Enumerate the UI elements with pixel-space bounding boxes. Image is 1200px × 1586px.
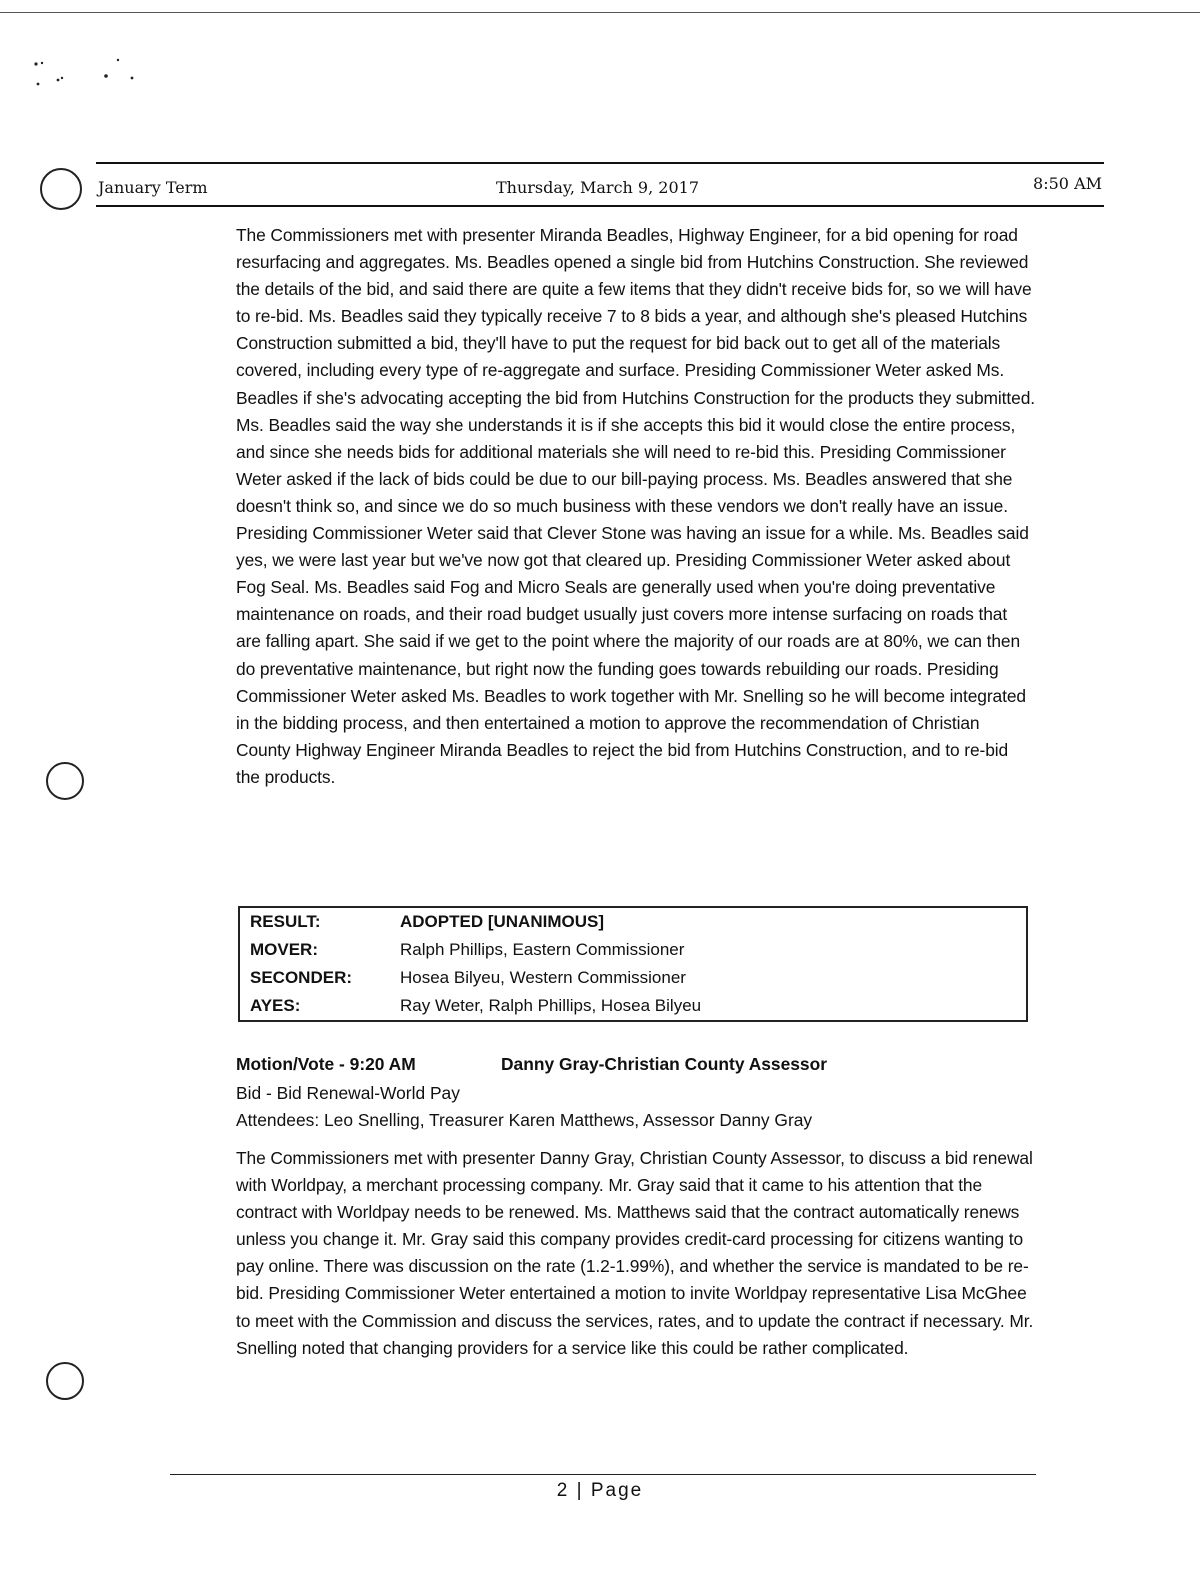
page-word: Page — [590, 1480, 644, 1501]
binder-hole-icon — [46, 762, 84, 800]
term-label: January Term — [98, 178, 208, 197]
page-footer — [0, 1480, 1200, 1502]
page-separator: | — [576, 1480, 584, 1501]
page-number: 2 — [556, 1480, 570, 1501]
motion-presenter: Danny Gray-Christian County Assessor — [501, 1054, 827, 1074]
mover-value: Ralph Phillips, Eastern Commissioner — [400, 940, 685, 959]
meeting-date: Thursday, March 9, 2017 — [496, 178, 699, 197]
seconder-label: SECONDER: — [250, 968, 353, 987]
motion-time: Motion/Vote - 9:20 AM — [236, 1054, 416, 1074]
ayes-value: Ray Weter, Ralph Phillips, Hosea Bilyeu — [400, 996, 702, 1015]
seconder-value: Hosea Bilyeu, Western Commissioner — [400, 968, 686, 987]
footer-rule — [170, 1474, 1036, 1475]
page-header — [98, 174, 1102, 200]
result-label: RESULT: — [250, 912, 321, 931]
scan-speck-marks — [28, 50, 148, 100]
header-bottom-rule — [96, 205, 1104, 207]
ayes-label: AYES: — [250, 996, 301, 1015]
result-value: ADOPTED [UNANIMOUS] — [400, 912, 604, 931]
minutes-paragraph-road-bid: The Commissioners met with presenter Miranda Beadles, Highway Engineer, for a bid opening for road resurfacing and aggregates. Ms. Beadles opened a single bid from Hutchins Construction. She reviewed the details of the bid, and said there are quite a few items that they didn't receive bids for, so we will have to re-bid. Ms. Beadles said they typically receive 7 to 8 bids a year, and although she's pleased Hutchins Construction submitted a bid, they'll have to put the request for bid back out to get all of the materials covered, including every type of re-aggregate and surface. Presiding Commissioner Weter asked Ms. Beadles if she's advocating accepting the bid from Hutchins Construction for the products they submitted. Ms. Beadles said the way she understands it is if she accepts this bid it would close the entire process, and since she needs bids for additional materials she will need to re-bid this. Presiding Commissioner Weter asked if the lack of bids could be due to our bill-paying process. Ms. Beadles answered that she doesn't think so, and since we do so much business with these vendors we don't really have an issue. Presiding Commissioner Weter said that Clever Stone was having an issue for a while. Ms. Beadles said yes, we were last year but we've now got that cleared up. Presiding Commissioner Weter asked about Fog Seal. Ms. Beadles said Fog and Micro Seals are generally used when you're doing preventative maintenance on roads, and their road budget usually just covers more intense surfacing on roads that are falling apart. She said if we get to the point where the majority of our roads are at 80%, we can then do preventative maintenance, but right now the funding goes towards rebuilding our roads. Presiding Commissioner Weter asked Ms. Beadles to work together with Mr. Snelling so he will become integrated in the bidding process, and then entertained a motion to approve the recommendation of Christian County Highway Engineer Miranda Beadles to reject the bid from Hutchins Construction, and to re-bid the products. — [236, 225, 1036, 787]
binder-hole-icon — [46, 1362, 84, 1400]
vote-result-table — [238, 906, 1028, 1022]
bid-line: Bid - Bid Renewal-World Pay — [236, 1083, 460, 1103]
header-top-rule — [96, 162, 1104, 164]
scan-top-edge-line — [0, 12, 1200, 13]
mover-label: MOVER: — [250, 940, 318, 959]
minutes-paragraph-worldpay: The Commissioners met with presenter Danny Gray, Christian County Assessor, to discuss a bid renewal with Worldpay, a merchant processing company. Mr. Gray said that it came to his attention that the contract with Worldpay needs to be renewed. Ms. Matthews said that the contract automatically renews unless you change it. Mr. Gray said this company provides credit-card processing for citizens wanting to pay online. There was discussion on the rate (1.2-1.99%), and whether the service is mandated to be re-bid. Presiding Commissioner Weter entertained a motion to invite Worldpay representative Lisa McGhee to meet with the Commission and discuss the services, rates, and to update the contract if necessary. Mr. Snelling noted that changing providers for a service like this could be rather complicated. — [236, 1148, 1034, 1358]
attendees-line: Attendees: Leo Snelling, Treasurer Karen Matthews, Assessor Danny Gray — [236, 1110, 813, 1130]
meeting-time: 8:50 AM — [1033, 174, 1102, 193]
motion-heading — [236, 1054, 827, 1075]
binder-hole-icon — [40, 168, 82, 210]
